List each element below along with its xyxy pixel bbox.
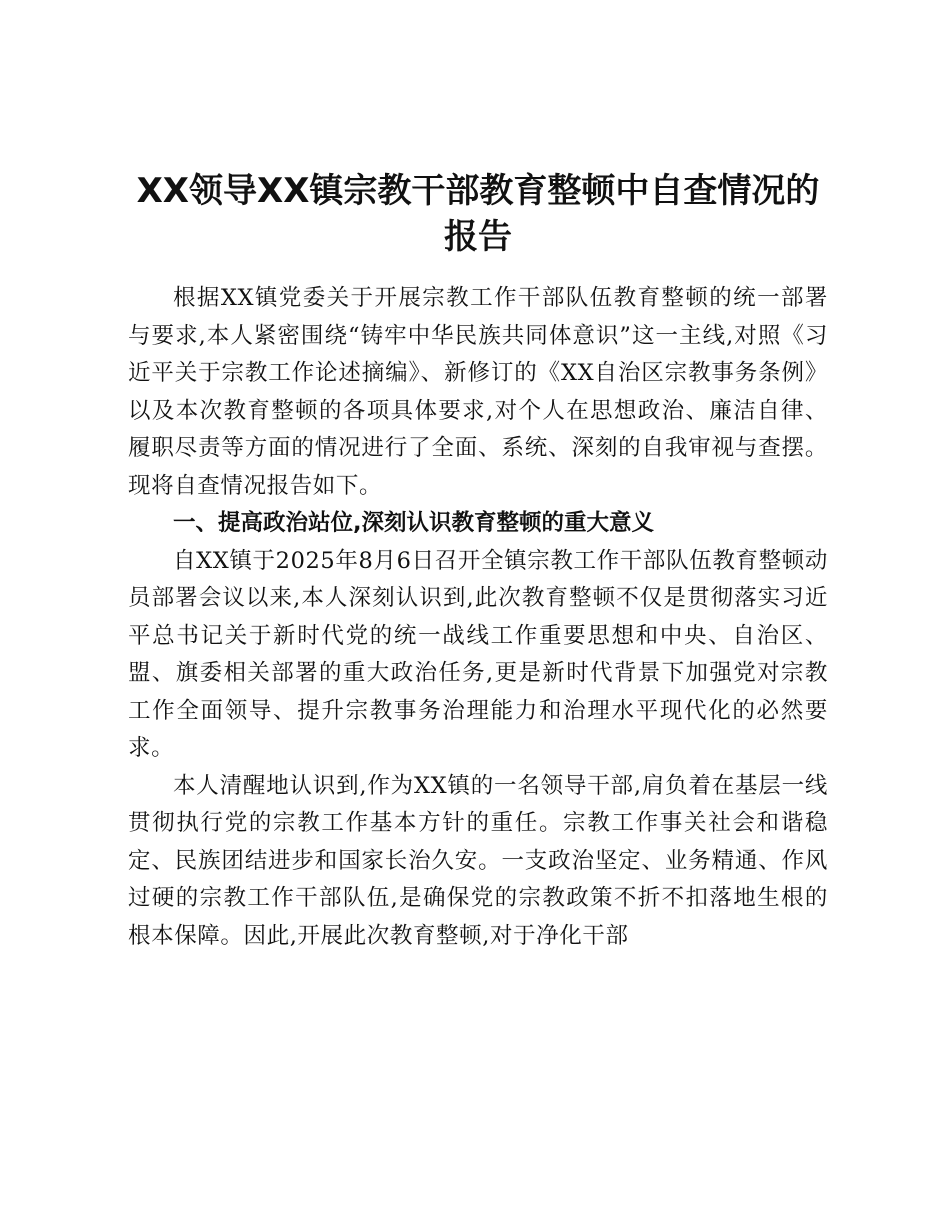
document-body <box>128 280 828 955</box>
intro-paragraph: 根据XX镇党委关于开展宗教工作干部队伍教育整顿的统一部署与要求,本人紧密围绕“铸牢中华民族共同体意识”这一主线,对照《习近平关于宗教工作论述摘编》、新修订的《XX自治区宗教事务条例》以及本次教育整顿的各项具体要求,对个人在思想政治、廉洁自律、履职尽责等方面的情况进行了全面、系统、深刻的自我审视与查摆。现将自查情况报告如下。 <box>128 285 828 499</box>
document-page <box>128 168 828 955</box>
section-heading-1: 一、提高政治站位,深刻认识教育整顿的重大意义 <box>173 510 655 536</box>
title-line-2: 报告 <box>444 217 512 257</box>
document-title <box>128 168 828 260</box>
title-line-1: XX领导XX镇宗教干部教育整顿中自查情况的 <box>136 171 820 211</box>
body-paragraph: 本人清醒地认识到,作为XX镇的一名领导干部,肩负着在基层一线贯彻执行党的宗教工作基本方针的重任。宗教工作事关社会和谐稳定、民族团结进步和国家长治久安。一支政治坚定、业务精通、作风过硬的宗教工作干部队伍,是确保党的宗教政策不折不扣落地生根的根本保障。因此,开展此次教育整顿,对于净化干部 <box>128 772 828 949</box>
body-paragraph: 自XX镇于2025年8月6日召开全镇宗教工作干部队伍教育整顿动员部署会议以来,本人深刻认识到,此次教育整顿不仅是贯彻落实习近平总书记关于新时代党的统一战线工作重要思想和中央、自治区、盟、旗委相关部署的重大政治任务,更是新时代背景下加强党对宗教工作全面领导、提升宗教事务治理能力和治理水平现代化的必然要求。 <box>128 547 828 761</box>
